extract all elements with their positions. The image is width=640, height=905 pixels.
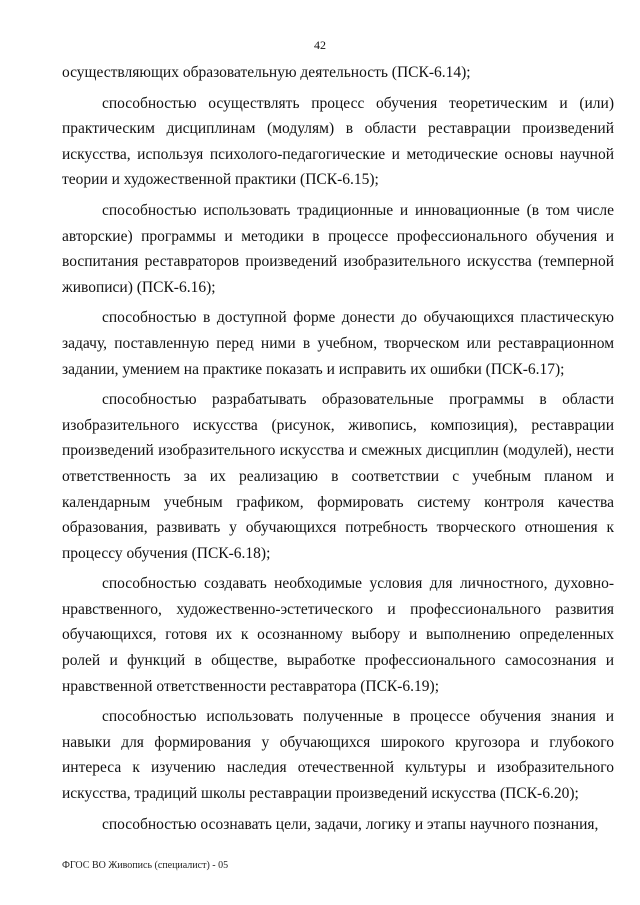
paragraph-psk-6-16: способностью использовать традиционные и инновационные (в том числе авторские) программы и методики в процессе профессионального обучения и воспитания реставраторов произведений изобразительного искусства (темперной живописи) (ПСК-6.16); (62, 201, 614, 296)
paragraph-psk-6-18: способностью разрабатывать образовательные программы в области изобразительного искусства (рисунок, живопись, композиция), реставрации произведений изобразительного искусства и смежных дисциплин (модулей), нести ответственность за их реализацию в соответствии с учебным планом и календарным учебным графиком, формировать систему контроля качества образования, развивать у обучающихся потребность творческого отношения к процессу обучения (ПСК-6.18); (62, 391, 614, 562)
paragraph-psk-6-15: способностью осуществлять процесс обучения теоретическим и (или) практическим дисциплинам (модулям) в области реставрации произведений искусства, используя психолого-педагогические и методические основы научной теории и художественной практики (ПСК-6.15); (62, 94, 614, 189)
paragraph-psk-6-20: способностью использовать полученные в процессе обучения знания и навыки для формирования у обучающихся широкого кругозора и глубокого интереса к изучению наследия отечественной культуры и изобразительного искусства, традиций школы реставрации произведений искусства (ПСК-6.20); (62, 708, 614, 803)
page-footer: ФГОС ВО Живопись (специалист) - 05 (62, 860, 229, 871)
paragraph-psk-6-17: способностью в доступной форме донести до обучающихся пластическую задачу, поставленную перед ними в учебном, творческом или реставрационном задании, умением на практике показать и исправить их ошибки (ПСК-6.17); (62, 309, 614, 378)
paragraph-psk-6-19: способностью создавать необходимые условия для личностного, духовно-нравственного, художественно-эстетического и профессионального развития обучающихся, готовя их к осознанному выбору и выполнению определенных ролей и функций в обществе, выработке профессионального самосознания и нравственной ответственности реставратора (ПСК-6.19); (62, 575, 614, 695)
paragraph-next: способностью осознавать цели, задачи, логику и этапы научного познания, (102, 815, 599, 833)
page-number: 42 (314, 38, 326, 52)
paragraph-continuation: осуществляющих образовательную деятельность (ПСК-6.14); (62, 64, 471, 81)
document-body (62, 60, 614, 842)
